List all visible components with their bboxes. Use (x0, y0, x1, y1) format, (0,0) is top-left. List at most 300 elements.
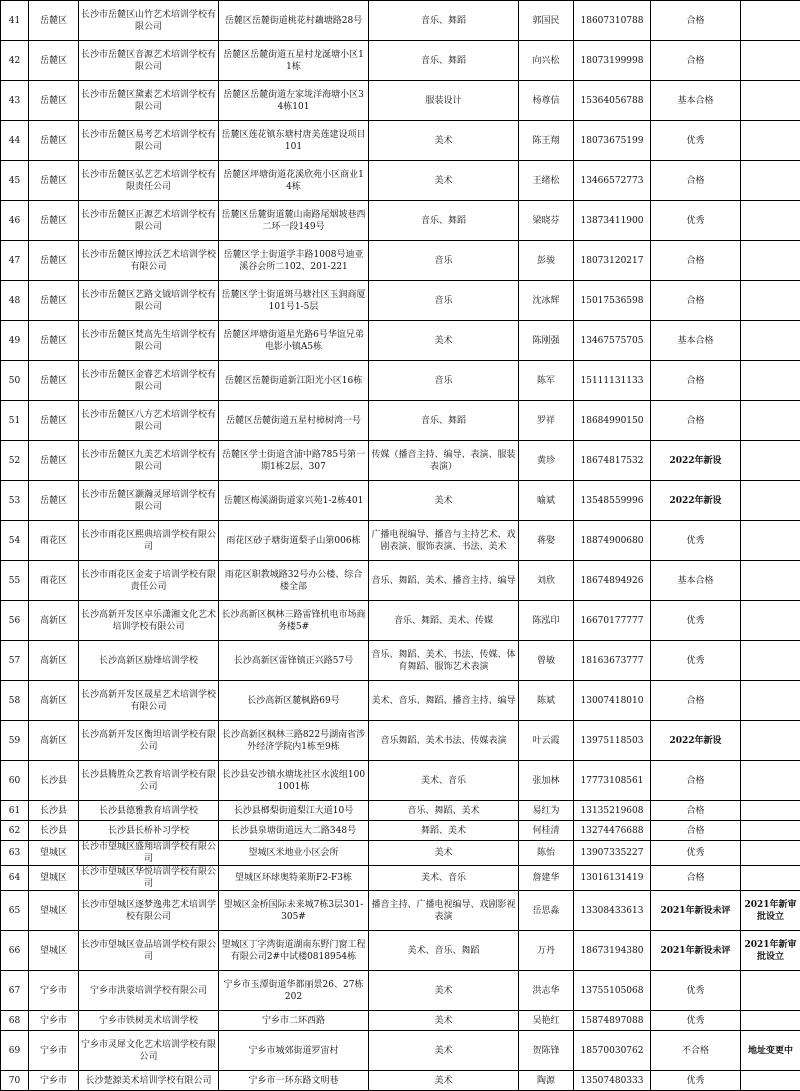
phone-cell: 18073120217 (574, 241, 651, 281)
address-cell: 宁乡市城郊街道罗宙村 (219, 1031, 369, 1071)
district-cell: 岳麓区 (29, 281, 79, 321)
table-row (1, 481, 800, 521)
phone-cell: 13135219608 (574, 801, 651, 821)
phone-cell: 13467575705 (574, 321, 651, 361)
note-cell (741, 521, 800, 561)
phone-cell: 13007418010 (574, 681, 651, 721)
row-number: 49 (1, 321, 29, 361)
contact-cell: 张加林 (519, 761, 574, 801)
note-cell (741, 81, 800, 121)
table-row (1, 801, 800, 821)
note-cell (741, 1, 800, 41)
district-cell: 岳麓区 (29, 161, 79, 201)
note-cell (741, 601, 800, 641)
phone-cell: 16670177777 (574, 601, 651, 641)
phone-cell: 18684990150 (574, 401, 651, 441)
phone-cell: 15364056788 (574, 81, 651, 121)
category-cell: 音乐、舞蹈、美术、书法、传媒、体育舞蹈、服饰艺术表演 (369, 641, 519, 681)
category-cell: 音乐、舞蹈 (369, 41, 519, 81)
table-row (1, 361, 800, 401)
district-cell: 岳麓区 (29, 441, 79, 481)
contact-cell: 杨尊信 (519, 81, 574, 121)
table-row (1, 641, 800, 681)
district-cell: 长沙县 (29, 821, 79, 841)
contact-cell: 吴艳红 (519, 1011, 574, 1031)
note-cell (741, 866, 800, 891)
district-cell: 望城区 (29, 891, 79, 931)
table-row (1, 561, 800, 601)
category-cell: 音乐 (369, 241, 519, 281)
address-cell: 长沙县榔梨街道梨江大道10号 (219, 801, 369, 821)
result-cell: 合格 (651, 401, 741, 441)
contact-cell: 郭国民 (519, 1, 574, 41)
note-cell (741, 641, 800, 681)
note-cell (741, 1011, 800, 1031)
category-cell: 播音主持、广播电视编导、戏剧影视表演 (369, 891, 519, 931)
result-cell: 优秀 (651, 121, 741, 161)
phone-cell: 15017536598 (574, 281, 651, 321)
contact-cell: 陈刚强 (519, 321, 574, 361)
district-cell: 岳麓区 (29, 121, 79, 161)
table-row (1, 241, 800, 281)
district-cell: 岳麓区 (29, 201, 79, 241)
address-cell: 宁乡市一环东路文明巷 (219, 1071, 369, 1091)
contact-cell: 陈军 (519, 361, 574, 401)
contact-cell: 何桂清 (519, 821, 574, 841)
phone-cell: 18073675199 (574, 121, 651, 161)
phone-cell: 18163673777 (574, 641, 651, 681)
address-cell: 岳麓区岳麓街道五星村龙涎塘小区11栋 (219, 41, 369, 81)
phone-cell: 13507480333 (574, 1071, 651, 1091)
address-cell: 岳麓区岳麓街道五星村樟树湾一号 (219, 401, 369, 441)
district-cell: 望城区 (29, 841, 79, 866)
contact-cell: 向兴松 (519, 41, 574, 81)
contact-cell: 陈王翔 (519, 121, 574, 161)
category-cell: 音乐、舞蹈 (369, 1, 519, 41)
note-cell (741, 321, 800, 361)
school-name-cell: 长沙市岳麓区正源艺术培训学校有限公司 (79, 201, 219, 241)
table-row (1, 281, 800, 321)
address-cell: 长沙高新区枫林三路雷锋机电市场商务楼5# (219, 601, 369, 641)
phone-cell: 18674894926 (574, 561, 651, 601)
phone-cell: 15111131133 (574, 361, 651, 401)
district-cell: 雨花区 (29, 521, 79, 561)
row-number: 59 (1, 721, 29, 761)
row-number: 65 (1, 891, 29, 931)
row-number: 54 (1, 521, 29, 561)
school-name-cell: 长沙高新开发区卓乐潇湘文化艺术培训学校有限公司 (79, 601, 219, 641)
result-cell: 优秀 (651, 641, 741, 681)
note-cell (741, 441, 800, 481)
district-cell: 岳麓区 (29, 321, 79, 361)
category-cell: 美术、音乐、舞蹈、播音主持、编导 (369, 681, 519, 721)
category-cell: 美术 (369, 121, 519, 161)
school-name-cell: 长沙高新开发区衡坦培训学校有限公司 (79, 721, 219, 761)
row-number: 58 (1, 681, 29, 721)
note-cell (741, 281, 800, 321)
contact-cell: 喻斌 (519, 481, 574, 521)
school-name-cell: 长沙市雨花区熙典培训学校有限公司 (79, 521, 219, 561)
table-row (1, 201, 800, 241)
row-number: 55 (1, 561, 29, 601)
category-cell: 音乐 (369, 281, 519, 321)
note-cell (741, 561, 800, 601)
row-number: 43 (1, 81, 29, 121)
table-row (1, 971, 800, 1011)
school-name-cell: 长沙高新开发区晟星艺术培训学校有限公司 (79, 681, 219, 721)
row-number: 70 (1, 1071, 29, 1091)
district-cell: 岳麓区 (29, 481, 79, 521)
table-row (1, 401, 800, 441)
school-name-cell: 长沙市岳麓区山竹艺术培训学校有限公司 (79, 1, 219, 41)
note-cell (741, 1071, 800, 1091)
category-cell: 美术 (369, 321, 519, 361)
contact-cell: 洪志华 (519, 971, 574, 1011)
row-number: 41 (1, 1, 29, 41)
district-cell: 岳麓区 (29, 81, 79, 121)
address-cell: 宁乡市二环西路 (219, 1011, 369, 1031)
phone-cell: 15874897088 (574, 1011, 651, 1031)
district-cell: 高新区 (29, 681, 79, 721)
result-cell: 合格 (651, 281, 741, 321)
result-cell: 优秀 (651, 521, 741, 561)
result-cell: 2022年新设 (651, 441, 741, 481)
category-cell: 美术、音乐、舞蹈 (369, 931, 519, 971)
school-name-cell: 宁乡市铁树美术培训学校 (79, 1011, 219, 1031)
note-cell (741, 241, 800, 281)
contact-cell: 王绪松 (519, 161, 574, 201)
note-cell (741, 401, 800, 441)
address-cell: 雨花区职教城路32号办公楼、综合楼全部 (219, 561, 369, 601)
school-name-cell: 宁乡市洪蒙培训学校有限公司 (79, 971, 219, 1011)
phone-cell: 13548559996 (574, 481, 651, 521)
district-cell: 高新区 (29, 601, 79, 641)
school-name-cell: 长沙市岳麓区金睿艺术培训学校有限公司 (79, 361, 219, 401)
result-cell: 2021年新设未评 (651, 891, 741, 931)
category-cell: 美术、音乐 (369, 866, 519, 891)
contact-cell: 万丹 (519, 931, 574, 971)
row-number: 64 (1, 866, 29, 891)
phone-cell: 17773108561 (574, 761, 651, 801)
contact-cell: 陈怡 (519, 841, 574, 866)
row-number: 68 (1, 1011, 29, 1031)
category-cell: 美术、音乐 (369, 761, 519, 801)
phone-cell: 18073199998 (574, 41, 651, 81)
contact-cell: 梁晓芬 (519, 201, 574, 241)
table-row (1, 1031, 800, 1071)
category-cell: 音乐、舞蹈、美术、播音主持、编导 (369, 561, 519, 601)
table-row (1, 931, 800, 971)
school-name-cell: 长沙市岳麓区梵高先生培训学校有限公司 (79, 321, 219, 361)
result-cell: 基本合格 (651, 561, 741, 601)
row-number: 52 (1, 441, 29, 481)
note-cell: 地址变更中 (741, 1031, 800, 1071)
school-name-cell: 长沙市望城区华悦培训学校有限公司 (79, 866, 219, 891)
address-cell: 望城区米地业小区会所 (219, 841, 369, 866)
school-name-cell: 长沙县德雅教育培训学校 (79, 801, 219, 821)
address-cell: 望城区金桥国际未来城7栋3层301-305# (219, 891, 369, 931)
school-name-cell: 长沙市岳麓区易考艺术培训学校有限公司 (79, 121, 219, 161)
school-name-cell: 长沙市岳麓区九美艺术培训学校有限公司 (79, 441, 219, 481)
district-cell: 长沙县 (29, 761, 79, 801)
district-cell: 岳麓区 (29, 241, 79, 281)
note-cell (741, 761, 800, 801)
note-cell (741, 681, 800, 721)
note-cell (741, 121, 800, 161)
school-name-cell: 长沙市雨花区金麦子培训学校有限责任公司 (79, 561, 219, 601)
table-row (1, 1011, 800, 1031)
category-cell: 广播电视编导、播音与主持艺术、戏剧表演、服饰表演、书法、美术 (369, 521, 519, 561)
address-cell: 岳麓区坪塘街道星光路6号华谊兄弟电影小镇A5栋 (219, 321, 369, 361)
phone-cell: 13274476688 (574, 821, 651, 841)
result-cell: 2021年新设未评 (651, 931, 741, 971)
address-cell: 岳麓区岳麓街道左家垅洋海塘小区34栋101 (219, 81, 369, 121)
table-body (1, 1, 800, 1091)
note-cell (741, 41, 800, 81)
row-number: 62 (1, 821, 29, 841)
school-name-cell: 长沙市岳麓区黛素艺术培训学校有限公司 (79, 81, 219, 121)
contact-cell: 陈斌 (519, 681, 574, 721)
category-cell: 传媒（播音主持、编导、表演、服装表演） (369, 441, 519, 481)
table-row (1, 41, 800, 81)
result-cell: 2022年新设 (651, 721, 741, 761)
address-cell: 岳麓区学士街道学丰路1008号迪亚溪谷会所二102、201-221 (219, 241, 369, 281)
address-cell: 长沙县泉塘街道远大二路348号 (219, 821, 369, 841)
contact-cell: 彭骏 (519, 241, 574, 281)
row-number: 46 (1, 201, 29, 241)
category-cell: 美术 (369, 481, 519, 521)
district-cell: 岳麓区 (29, 401, 79, 441)
row-number: 44 (1, 121, 29, 161)
note-cell (741, 721, 800, 761)
phone-cell: 13907335227 (574, 841, 651, 866)
row-number: 51 (1, 401, 29, 441)
address-cell: 岳麓区学士街道含浦中路785号第一期1栋2层、307 (219, 441, 369, 481)
table-row (1, 441, 800, 481)
result-cell: 合格 (651, 821, 741, 841)
school-name-cell: 长沙市岳麓区音源艺术培训学校有限公司 (79, 41, 219, 81)
category-cell: 舞蹈、美术 (369, 821, 519, 841)
category-cell: 音乐、舞蹈 (369, 401, 519, 441)
row-number: 57 (1, 641, 29, 681)
row-number: 66 (1, 931, 29, 971)
result-cell: 不合格 (651, 1031, 741, 1071)
address-cell: 岳麓区岳麓街道桃花村藕塘路28号 (219, 1, 369, 41)
result-cell: 优秀 (651, 971, 741, 1011)
row-number: 69 (1, 1031, 29, 1071)
result-cell: 合格 (651, 866, 741, 891)
category-cell: 美术 (369, 841, 519, 866)
phone-cell: 13755105068 (574, 971, 651, 1011)
district-cell: 岳麓区 (29, 1, 79, 41)
result-cell: 优秀 (651, 601, 741, 641)
district-cell: 望城区 (29, 866, 79, 891)
table-row (1, 81, 800, 121)
row-number: 61 (1, 801, 29, 821)
phone-cell: 18874900680 (574, 521, 651, 561)
district-cell: 岳麓区 (29, 41, 79, 81)
table-row (1, 761, 800, 801)
district-cell: 长沙县 (29, 801, 79, 821)
table-row (1, 321, 800, 361)
school-name-cell: 长沙高新区励烽培训学校 (79, 641, 219, 681)
school-name-cell: 长沙市岳麓区八方艺术培训学校有限公司 (79, 401, 219, 441)
address-cell: 岳麓区学士街道斑马塘社区玉润商厦101号1-5层 (219, 281, 369, 321)
school-name-cell: 长沙市岳麓区弘艺艺术培训学校有限责任公司 (79, 161, 219, 201)
school-name-cell: 长沙市望城区逐梦逸弗艺术培训学校有限公司 (79, 891, 219, 931)
row-number: 47 (1, 241, 29, 281)
address-cell: 岳麓区莲花镇东塘村唐美莲建设项目101 (219, 121, 369, 161)
contact-cell: 詹建华 (519, 866, 574, 891)
table-row (1, 721, 800, 761)
note-cell (741, 161, 800, 201)
district-cell: 宁乡市 (29, 1071, 79, 1091)
district-cell: 岳麓区 (29, 361, 79, 401)
contact-cell: 贺陈锋 (519, 1031, 574, 1071)
address-cell: 望城区丁字湾街道湖南东野门窗工程有限公司2#中试楼0818954栋 (219, 931, 369, 971)
row-number: 53 (1, 481, 29, 521)
result-cell: 优秀 (651, 841, 741, 866)
table-row (1, 821, 800, 841)
category-cell: 美术 (369, 1071, 519, 1091)
contact-cell: 岳思淼 (519, 891, 574, 931)
result-cell: 合格 (651, 1, 741, 41)
row-number: 56 (1, 601, 29, 641)
district-cell: 望城区 (29, 931, 79, 971)
note-cell (741, 361, 800, 401)
note-cell: 2021年新审批设立 (741, 931, 800, 971)
address-cell: 长沙高新区麓枫路69号 (219, 681, 369, 721)
contact-cell: 罗祥 (519, 401, 574, 441)
school-name-cell: 长沙县腾胜众艺教育培训学校有限公司 (79, 761, 219, 801)
contact-cell: 刘欣 (519, 561, 574, 601)
note-cell (741, 971, 800, 1011)
result-cell: 合格 (651, 761, 741, 801)
table-row (1, 121, 800, 161)
school-name-cell: 长沙市岳麓区博拉沃艺术培训学校有限公司 (79, 241, 219, 281)
row-number: 60 (1, 761, 29, 801)
table-row (1, 841, 800, 866)
category-cell: 音乐舞蹈、美术书法、传媒表演 (369, 721, 519, 761)
school-name-cell: 长沙市岳麓区灏瀚灵犀培训学校有限公司 (79, 481, 219, 521)
result-cell: 基本合格 (651, 321, 741, 361)
result-cell: 2022年新设 (651, 481, 741, 521)
table-row (1, 1, 800, 41)
category-cell: 美术 (369, 971, 519, 1011)
table-row (1, 1071, 800, 1091)
phone-cell: 13975118503 (574, 721, 651, 761)
contact-cell: 曾敏 (519, 641, 574, 681)
table-row (1, 161, 800, 201)
note-cell (741, 481, 800, 521)
result-cell: 优秀 (651, 1071, 741, 1091)
phone-cell: 13873411900 (574, 201, 651, 241)
result-cell: 合格 (651, 161, 741, 201)
category-cell: 音乐、舞蹈、美术 (369, 801, 519, 821)
table-row (1, 601, 800, 641)
category-cell: 美术 (369, 1011, 519, 1031)
note-cell: 2021年新审批设立 (741, 891, 800, 931)
row-number: 50 (1, 361, 29, 401)
address-cell: 长沙高新区雷锋镇正兴路57号 (219, 641, 369, 681)
table-row (1, 521, 800, 561)
school-name-cell: 长沙市望城区盛翔培训学校有限公司 (79, 841, 219, 866)
district-cell: 高新区 (29, 721, 79, 761)
table-row (1, 891, 800, 931)
result-cell: 合格 (651, 801, 741, 821)
school-name-cell: 长沙县长桥补习学校 (79, 821, 219, 841)
address-cell: 雨花区砂子塘街道梨子山第006栋 (219, 521, 369, 561)
contact-cell: 陈泓印 (519, 601, 574, 641)
phone-cell: 18673194380 (574, 931, 651, 971)
result-cell: 合格 (651, 361, 741, 401)
result-cell: 基本合格 (651, 81, 741, 121)
result-cell: 合格 (651, 41, 741, 81)
school-name-cell: 长沙楚源美术培训学校有限公司 (79, 1071, 219, 1091)
result-cell: 优秀 (651, 201, 741, 241)
row-number: 45 (1, 161, 29, 201)
note-cell (741, 821, 800, 841)
result-cell: 合格 (651, 241, 741, 281)
district-cell: 宁乡市 (29, 1011, 79, 1031)
address-cell: 长沙县安沙镇水塘垅社区水波组1001001栋 (219, 761, 369, 801)
category-cell: 音乐 (369, 361, 519, 401)
address-cell: 望城区环球奥特莱斯F2-F3栋 (219, 866, 369, 891)
district-cell: 雨花区 (29, 561, 79, 601)
school-name-cell: 宁乡市灵犀文化艺术培训学校有限公司 (79, 1031, 219, 1071)
phone-cell: 18674817532 (574, 441, 651, 481)
result-cell: 优秀 (651, 1011, 741, 1031)
contact-cell: 易红为 (519, 801, 574, 821)
phone-cell: 18607310788 (574, 1, 651, 41)
category-cell: 美术 (369, 1031, 519, 1071)
contact-cell: 蒋娶 (519, 521, 574, 561)
table-row (1, 866, 800, 891)
row-number: 63 (1, 841, 29, 866)
result-cell: 合格 (651, 681, 741, 721)
contact-cell: 叶云霞 (519, 721, 574, 761)
contact-cell: 陶源 (519, 1071, 574, 1091)
table-row (1, 681, 800, 721)
note-cell (741, 201, 800, 241)
phone-cell: 13016131419 (574, 866, 651, 891)
note-cell (741, 801, 800, 821)
district-cell: 高新区 (29, 641, 79, 681)
note-cell (741, 841, 800, 866)
contact-cell: 沈冰辉 (519, 281, 574, 321)
address-cell: 长沙高新区枫林三路822号湖南省涉外经济学院内1栋至9栋 (219, 721, 369, 761)
address-cell: 岳麓区坪塘街道花溪欣苑小区商业14栋 (219, 161, 369, 201)
row-number: 67 (1, 971, 29, 1011)
row-number: 42 (1, 41, 29, 81)
address-cell: 宁乡市玉潭街道华都丽景26、27栋202 (219, 971, 369, 1011)
phone-cell: 13466572773 (574, 161, 651, 201)
phone-cell: 13308433613 (574, 891, 651, 931)
row-number: 48 (1, 281, 29, 321)
category-cell: 服装设计 (369, 81, 519, 121)
contact-cell: 黄珍 (519, 441, 574, 481)
category-cell: 美术 (369, 161, 519, 201)
address-cell: 岳麓区梅溪湖街道家兴苑1-2栋401 (219, 481, 369, 521)
district-cell: 宁乡市 (29, 1031, 79, 1071)
school-name-cell: 长沙市岳麓区艺路文钺培训学校有限公司 (79, 281, 219, 321)
school-name-cell: 长沙市望城区壹品培训学校有限公司 (79, 931, 219, 971)
category-cell: 音乐、舞蹈 (369, 201, 519, 241)
address-cell: 岳麓区岳麓街道新江阳光小区16栋 (219, 361, 369, 401)
phone-cell: 18570030762 (574, 1031, 651, 1071)
category-cell: 音乐、舞蹈、美术、传媒 (369, 601, 519, 641)
address-cell: 岳麓区岳麓街道麓山南路尾烟坡巷西二环一段149号 (219, 201, 369, 241)
